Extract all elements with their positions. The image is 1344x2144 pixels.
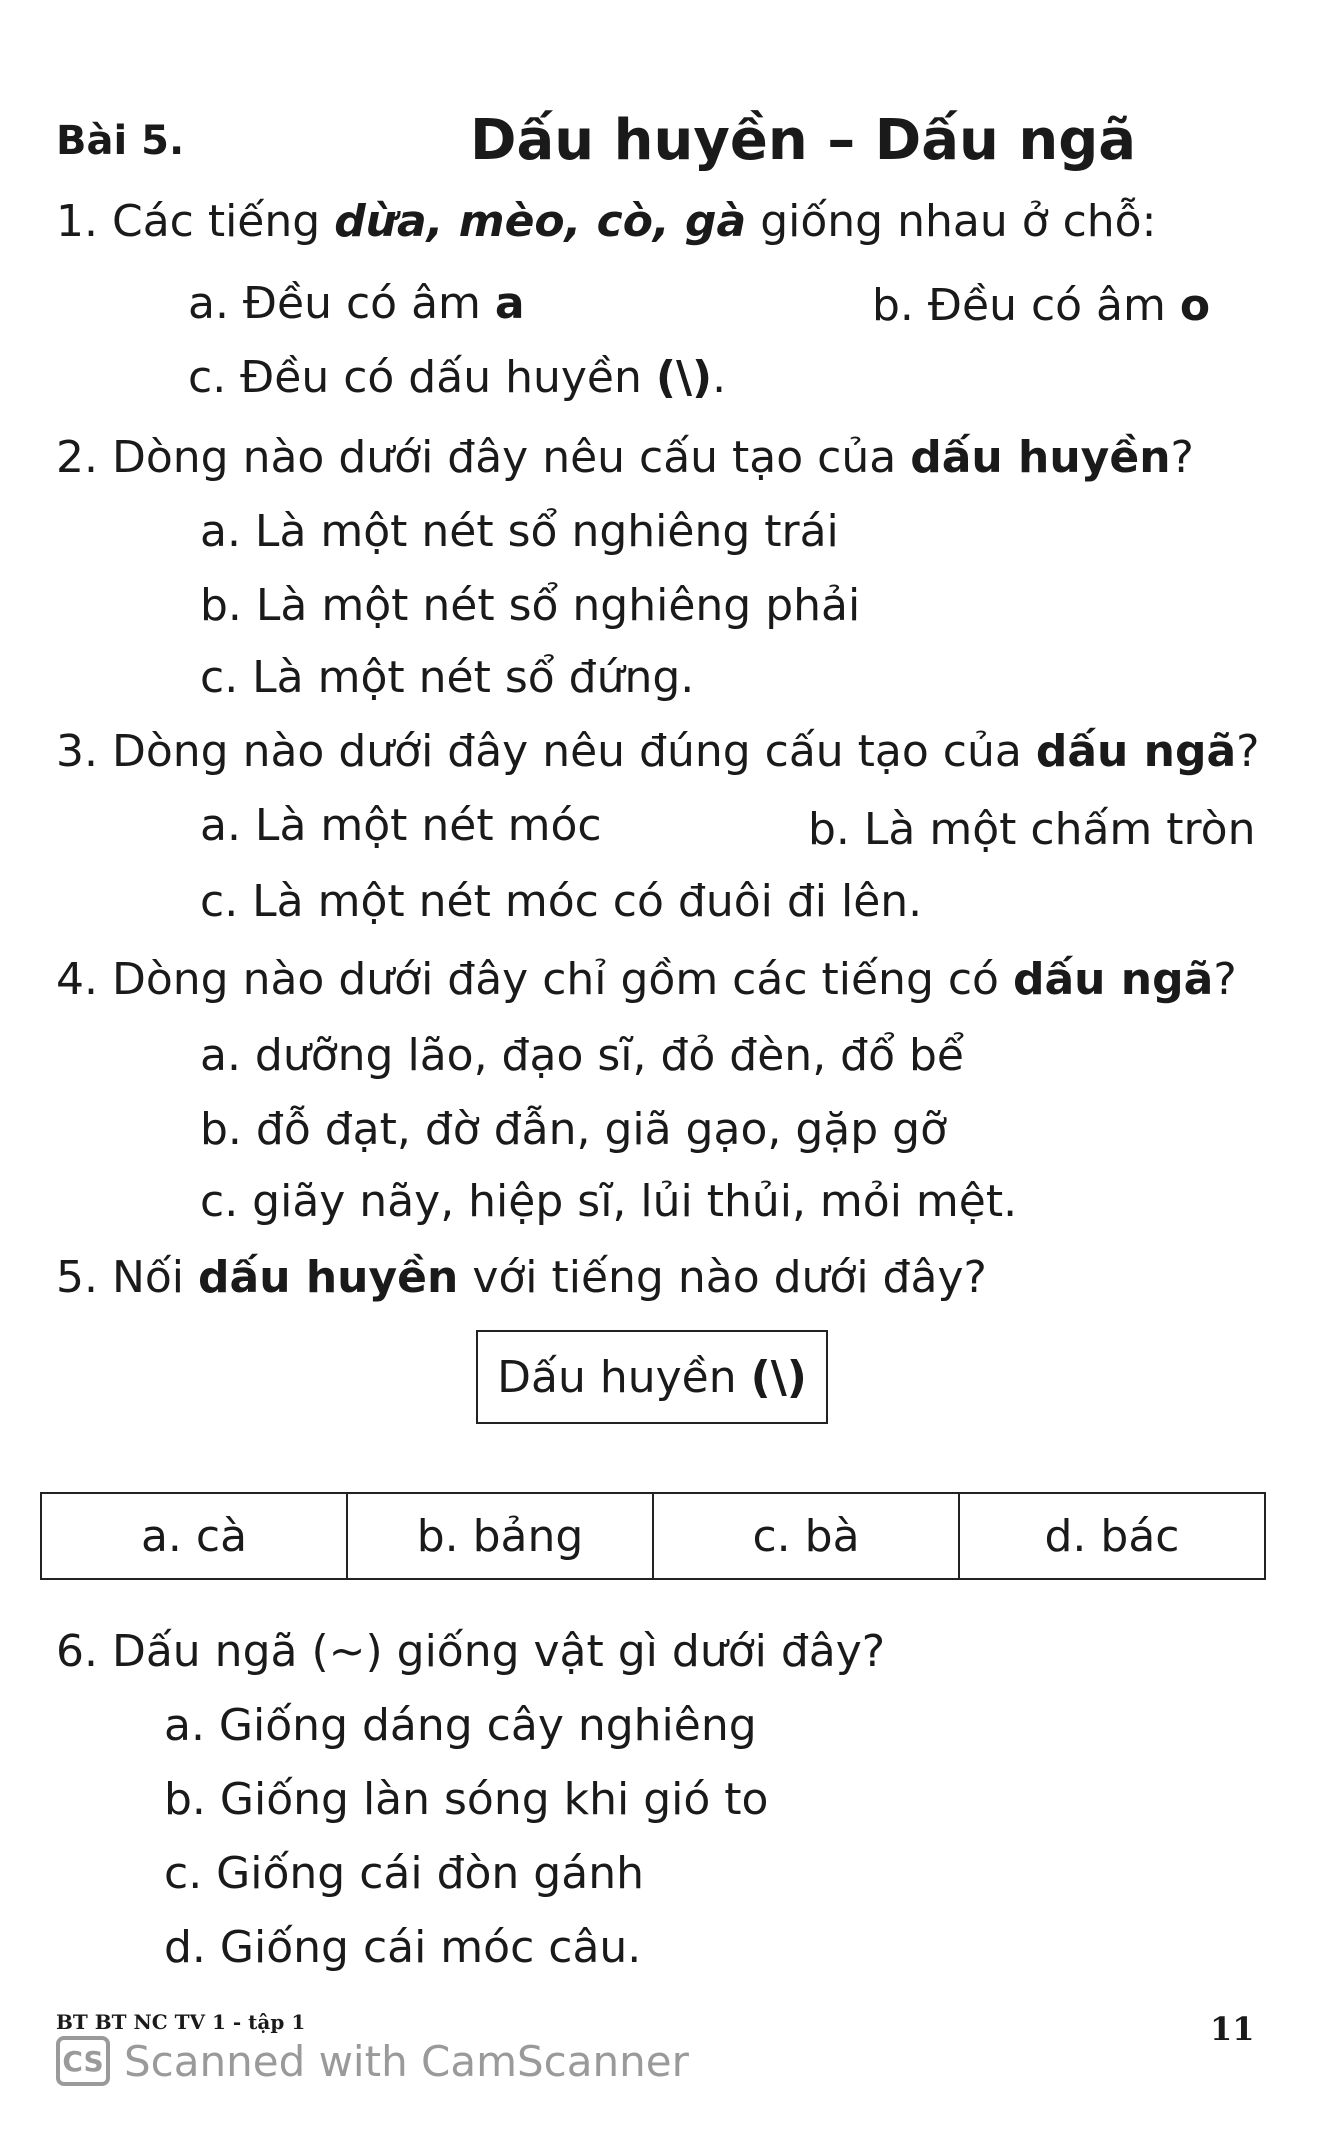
q4-option-a: a. dưỡng lão, đạo sĩ, đỏ đèn, đổ bể xyxy=(200,1030,965,1081)
question-6: 6. Dấu ngã (~) giống vật gì dưới đây? xyxy=(56,1626,886,1677)
q1-option-c-text: c. Đều có dấu huyền xyxy=(188,352,656,403)
question-4 xyxy=(56,954,1237,1005)
question-5-bold: dấu huyền xyxy=(198,1252,459,1303)
q3-option-b: b. Là một chấm tròn xyxy=(808,804,1256,855)
question-2-suffix: ? xyxy=(1170,432,1194,483)
q1-option-c xyxy=(188,352,727,403)
question-3-bold: dấu ngã xyxy=(1035,726,1237,777)
dau-huyen-box xyxy=(476,1330,828,1424)
question-1-prefix: 1. Các tiếng xyxy=(56,196,335,247)
question-3 xyxy=(56,726,1260,777)
q3-option-a: a. Là một nét móc xyxy=(200,800,602,851)
q5-options-table xyxy=(40,1492,1266,1580)
q1-option-a-bold: a xyxy=(494,278,525,329)
book-code: BT BT NC TV 1 - tập 1 xyxy=(56,2010,306,2034)
q5-option-c[interactable]: c. bà xyxy=(654,1494,960,1578)
question-5-suffix: với tiếng nào dưới đây? xyxy=(458,1252,987,1303)
lesson-number: Bài 5. xyxy=(56,118,185,164)
q1-option-b-bold: o xyxy=(1179,280,1211,331)
q4-option-b: b. đỗ đạt, đờ đẫn, giã gạo, gặp gỡ xyxy=(200,1104,947,1155)
question-1-words: dừa, mèo, cò, gà xyxy=(334,196,747,247)
camscanner-logo-icon: CS xyxy=(56,2036,110,2086)
question-5-prefix: 5. Nối xyxy=(56,1252,199,1303)
q1-option-c-bold: (\) xyxy=(655,352,713,403)
question-2-bold: dấu huyền xyxy=(910,432,1171,483)
q6-option-a: a. Giống dáng cây nghiêng xyxy=(164,1700,757,1751)
scanner-text: Scanned with CamScanner xyxy=(124,2036,689,2086)
question-3-suffix: ? xyxy=(1236,726,1260,777)
scanner-watermark xyxy=(56,2036,689,2086)
page-number: 11 xyxy=(1210,2010,1255,2048)
q1-option-c-end: . xyxy=(712,352,727,403)
q6-option-c: c. Giống cái đòn gánh xyxy=(164,1848,644,1899)
q1-option-b xyxy=(872,280,1211,331)
question-2 xyxy=(56,432,1194,483)
question-1-suffix: giống nhau ở chỗ: xyxy=(746,196,1157,247)
q6-option-d: d. Giống cái móc câu. xyxy=(164,1922,642,1973)
page-title: Dấu huyền – Dấu ngã xyxy=(470,108,1137,173)
q3-option-c: c. Là một nét móc có đuôi đi lên. xyxy=(200,876,923,927)
q4-option-c: c. giãy nãy, hiệp sĩ, lủi thủi, mỏi mệt. xyxy=(200,1176,1018,1227)
q2-option-c: c. Là một nét sổ đứng. xyxy=(200,652,695,703)
question-5 xyxy=(56,1252,987,1303)
q5-option-d[interactable]: d. bác xyxy=(1044,1510,1180,1562)
q5-option-b[interactable]: b. bảng xyxy=(348,1494,654,1578)
question-4-suffix: ? xyxy=(1213,954,1237,1005)
q1-option-b-text: b. Đều có âm xyxy=(872,280,1180,331)
question-4-prefix: 4. Dòng nào dưới đây chỉ gồm các tiếng có xyxy=(56,954,1013,1005)
question-4-bold: dấu ngã xyxy=(1012,954,1214,1005)
q5-option-a[interactable]: a. cà xyxy=(42,1494,348,1578)
q1-option-a-text: a. Đều có âm xyxy=(188,278,495,329)
dau-huyen-box-symbol: (\) xyxy=(750,1351,807,1403)
q1-option-a xyxy=(188,278,525,329)
question-2-prefix: 2. Dòng nào dưới đây nêu cấu tạo của xyxy=(56,432,911,483)
q2-option-a: a. Là một nét sổ nghiêng trái xyxy=(200,506,839,557)
q2-option-b: b. Là một nét sổ nghiêng phải xyxy=(200,580,861,631)
question-3-prefix: 3. Dòng nào dưới đây nêu đúng cấu tạo của xyxy=(56,726,1036,777)
dau-huyen-box-label: Dấu huyền xyxy=(497,1351,751,1403)
question-1 xyxy=(56,196,1157,247)
q6-option-b: b. Giống làn sóng khi gió to xyxy=(164,1774,769,1825)
